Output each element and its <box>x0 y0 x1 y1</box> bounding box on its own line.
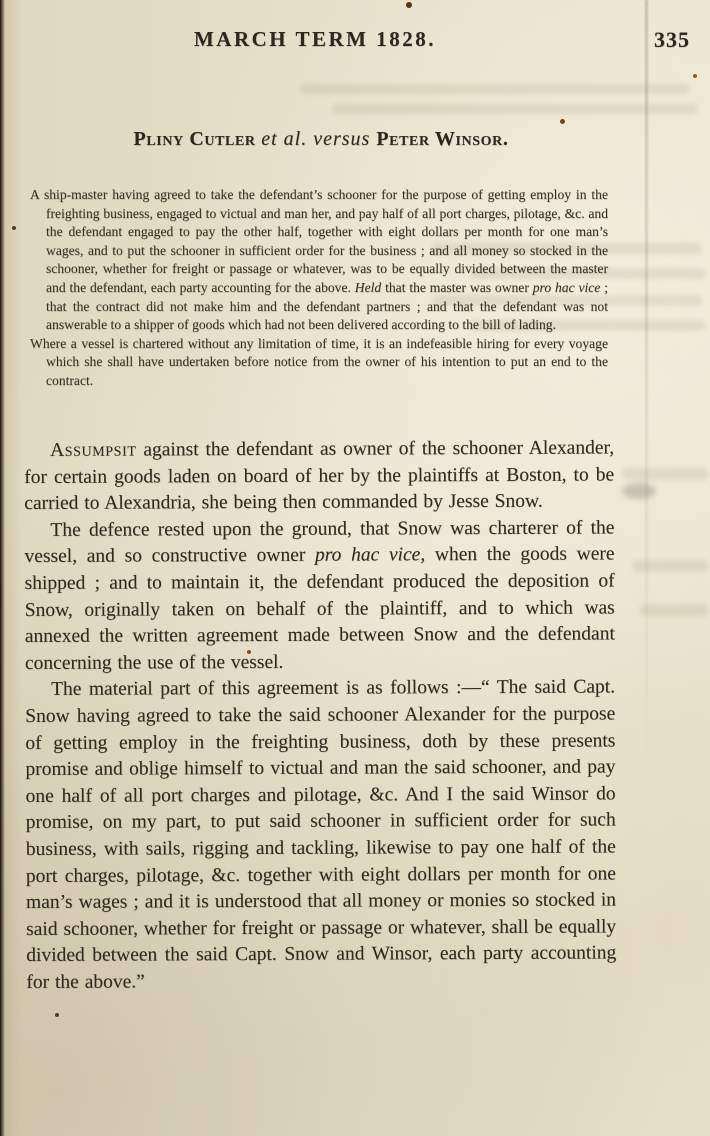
text-segment: The material part of this agreement is as follows :—“ The said Capt. Snow having agreed to take the said schooner Alexander for the purpose of getting employ in the freighting business, doth by these presents promise and oblige himself to victual and man the said schooner, and pay one half of all port charges and pilotage, &c. And I the said Winsor do promise, on my part, to put said schooner in sufficient order for such business, with sails, rigging and tackling, likewise to pay one half of the port charges, pilotage, &c. together with eight dollars per month for one man’s wages ; and it is understood that all money or monies so stocked in said schooner, whether for freight or passage or whatever, shall be equally divided between the said Capt. Snow and Winsor, each party accounting for the above.” <box>25 676 617 993</box>
headnote-paragraph <box>30 186 608 335</box>
text-segment: Assumpsit <box>50 439 137 461</box>
text-segment: A ship-master having agreed to take the defendant’s schooner for the purpose of getting employ in the freighting business, engaged to victual and man her, and pay half of all port charges, pilotage, &c. and the defendant engaged to pay the other half, together with eight dollars per month for one man’s wages, and to put the schooner in sufficient order for the business ; and all money so stocked in the schooner, whether for freight or passage or whatever, was to be equally divided between the master and the defendant, each party accounting for the above. <box>30 187 608 295</box>
text-segment: Pliny Cutler <box>133 128 262 150</box>
text-segment: The defence rested upon the ground, that Snow was charterer of the vessel, and so constructive owner <box>24 517 615 568</box>
page-crease <box>645 0 648 780</box>
bleed-through-mark <box>640 604 708 616</box>
headnote <box>30 186 608 391</box>
page-left-edge-shadow <box>0 0 5 1136</box>
bleed-through-mark <box>332 104 698 114</box>
text-segment: et al. versus <box>261 128 377 150</box>
bleed-through-mark <box>300 84 690 94</box>
text-segment: pro hac vice <box>532 279 601 295</box>
body-paragraph <box>24 435 614 517</box>
text-segment: against the defendant as owner of the schooner Alexander, for certain goods laden on board of her by the plaintiffs at Boston, to be carried to Alexandria, she being then commanded by Jesse Snow. <box>24 437 615 515</box>
foxing-speck <box>693 74 697 78</box>
running-head: MARCH TERM 1828. <box>193 27 437 51</box>
text-segment: ; that the contract did not make him and the defendant partners ; and that the defendant was not answerable to a shipper of goods which had not been delivered according to the bill of lading. <box>46 279 608 333</box>
ink-smudge <box>622 483 656 499</box>
body-paragraph <box>25 675 616 997</box>
text-segment: Held <box>354 279 382 295</box>
foxing-speck <box>12 226 16 230</box>
body-paragraph <box>24 515 615 677</box>
bleed-through-mark <box>622 468 708 480</box>
foxing-speck <box>55 1013 59 1017</box>
bleed-through-mark <box>632 560 708 572</box>
foxing-speck <box>406 2 412 8</box>
text-segment: pro hac vice <box>314 544 421 567</box>
foxing-speck <box>560 119 565 124</box>
text-segment: Peter Winsor. <box>376 128 509 150</box>
headnote-paragraph <box>30 335 608 391</box>
page-number: 335 <box>654 27 690 52</box>
text-segment: , when the goods were shipped ; and to maintain it, the defendant produced the deposition of Snow, originally taken on behalf of the plaintiff, and to which was annexed the written agreement made between Snow and the defendant concerning the use of the vessel. <box>24 543 615 674</box>
text-segment: that the master was owner <box>381 279 533 295</box>
text-segment: Where a vessel is chartered without any limitation of time, it is an indefeasible hiring for every voyage which she shall have undertaken before notice from the owner of his intention to put an end to the contract. <box>30 335 608 388</box>
opinion-body <box>24 435 616 996</box>
case-title <box>30 128 612 151</box>
